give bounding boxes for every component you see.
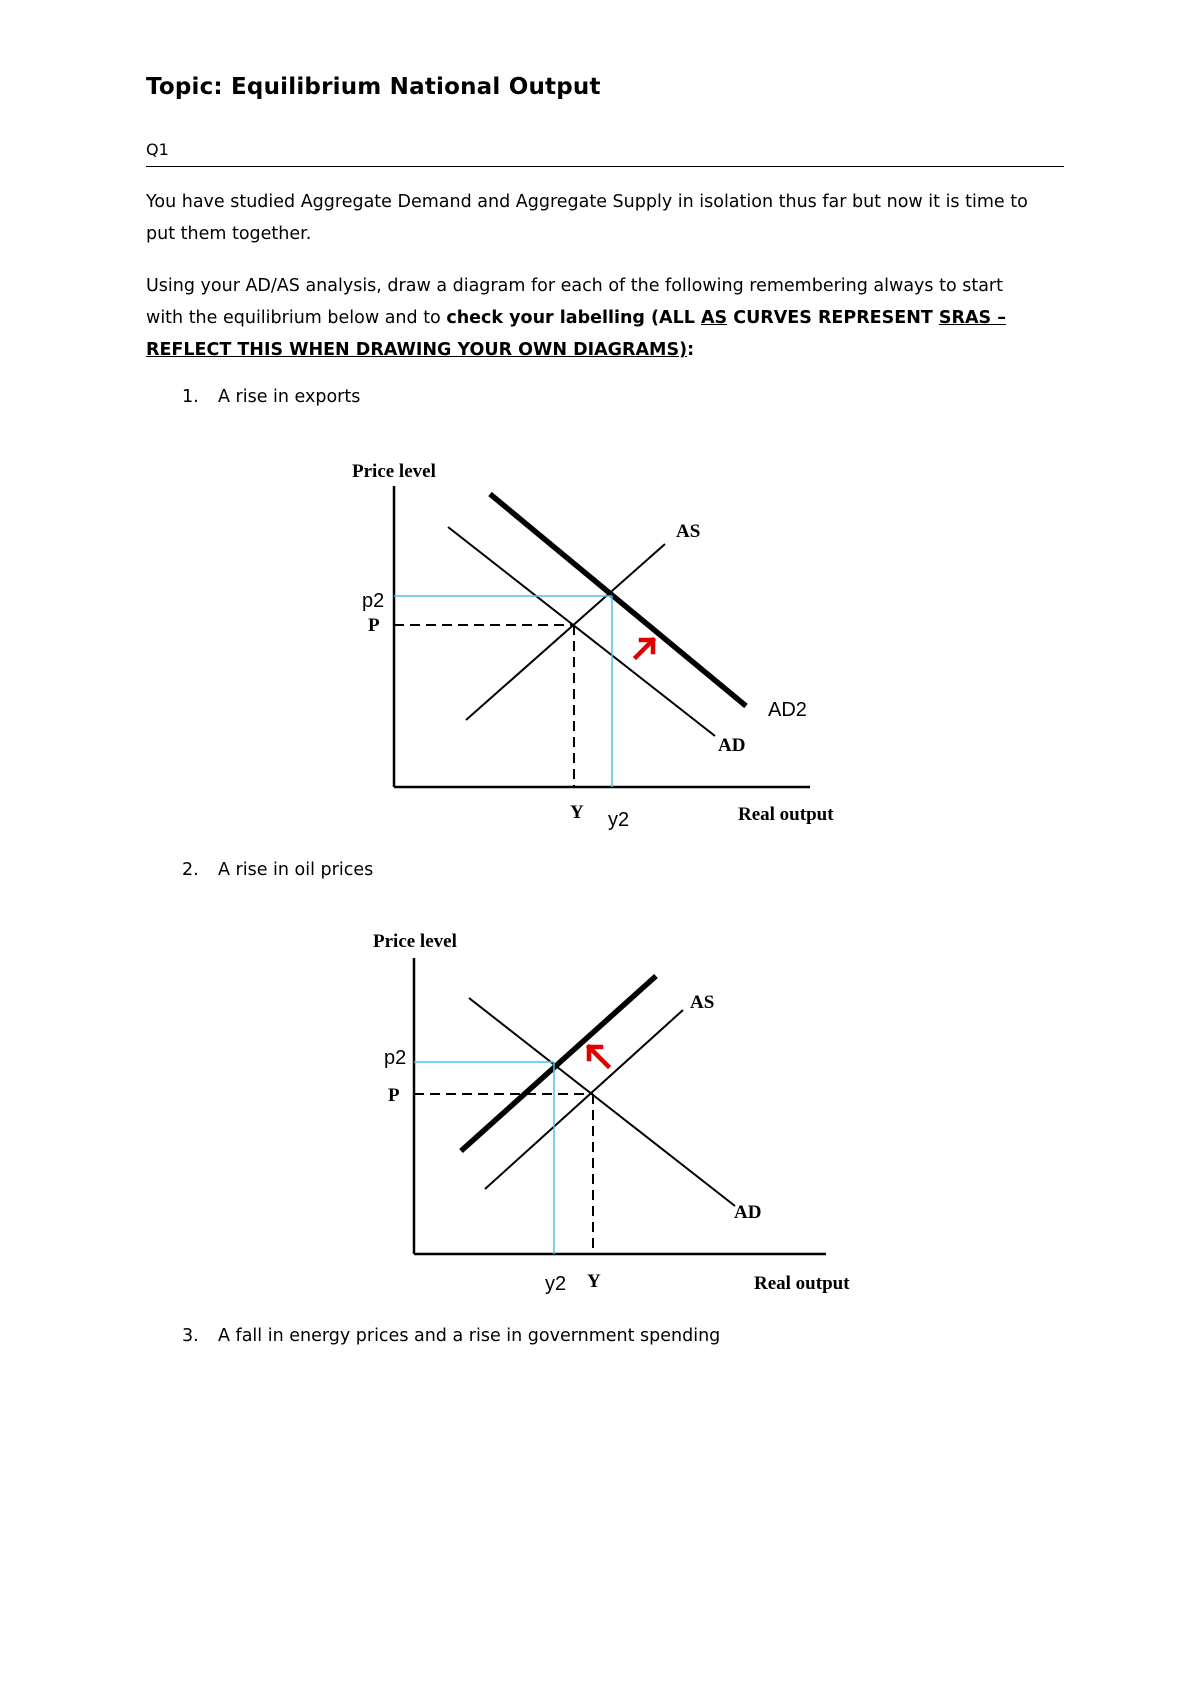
item-1-text: A rise in exports (218, 387, 361, 407)
instructions-bold-2: CURVES REPRESENT (727, 308, 939, 328)
diagram-1-p2-label: p2 (362, 590, 385, 612)
instructions-bold-1: check your labelling (ALL (446, 308, 701, 328)
diagram-2-p2-label: p2 (384, 1047, 407, 1069)
diagram-1-p-label: P (368, 615, 380, 636)
item-2-number: 2. (182, 860, 199, 880)
item-3-text: A fall in energy prices and a rise in government spending (218, 1326, 721, 1346)
diagram-2-ad-curve (469, 998, 735, 1206)
question-label: Q1 (146, 140, 169, 159)
instructions-bold-as: AS (700, 308, 728, 328)
diagram-1-y-label: Y (570, 802, 584, 823)
diagram-1-y2-label: y2 (608, 809, 630, 831)
diagram-2-y2-label: y2 (545, 1273, 567, 1295)
instructions-bold-3: : (687, 340, 695, 360)
diagram-2-p-label: P (388, 1085, 400, 1106)
instructions-text: with the equilibrium below and to (146, 308, 447, 328)
diagram-2-ad-label: AD (734, 1202, 762, 1223)
diagram-1-as-label: AS (676, 521, 701, 542)
instructions-bold-sras: SRAS – REFLECT THIS WHEN DRAWING YOUR OWN DIAGRAMS) (146, 308, 1006, 360)
intro-line-1: You have studied Aggregate Demand and Aggregate Supply in isolation thus far but now it is time to (146, 192, 1028, 212)
item-3-number: 3. (182, 1326, 199, 1346)
page-title: Topic: Equilibrium National Output (146, 74, 601, 100)
intro-line-2: put them together. (146, 224, 312, 244)
diagram-2-y-label: Y (587, 1271, 601, 1292)
item-2-text: A rise in oil prices (218, 860, 374, 880)
diagram-2-as-label: AS (690, 992, 715, 1013)
diagram-1-y-axis-label: Price level (352, 461, 436, 482)
diagram-2-y-axis-label: Price level (373, 931, 457, 952)
diagram-2-as2-curve (461, 976, 656, 1151)
diagram-1-x-axis-label: Real output (738, 804, 834, 825)
diagram-1-ad2-label: AD2 (768, 699, 807, 721)
diagram-1-ad-label: AD (718, 735, 746, 756)
diagram-2-x-axis-label: Real output (754, 1273, 850, 1294)
item-1-number: 1. (182, 387, 199, 407)
instructions-line-1: Using your AD/AS analysis, draw a diagram for each of the following remembering always to start (146, 276, 1003, 296)
diagram-2-shift-arrow-icon (589, 1047, 608, 1066)
